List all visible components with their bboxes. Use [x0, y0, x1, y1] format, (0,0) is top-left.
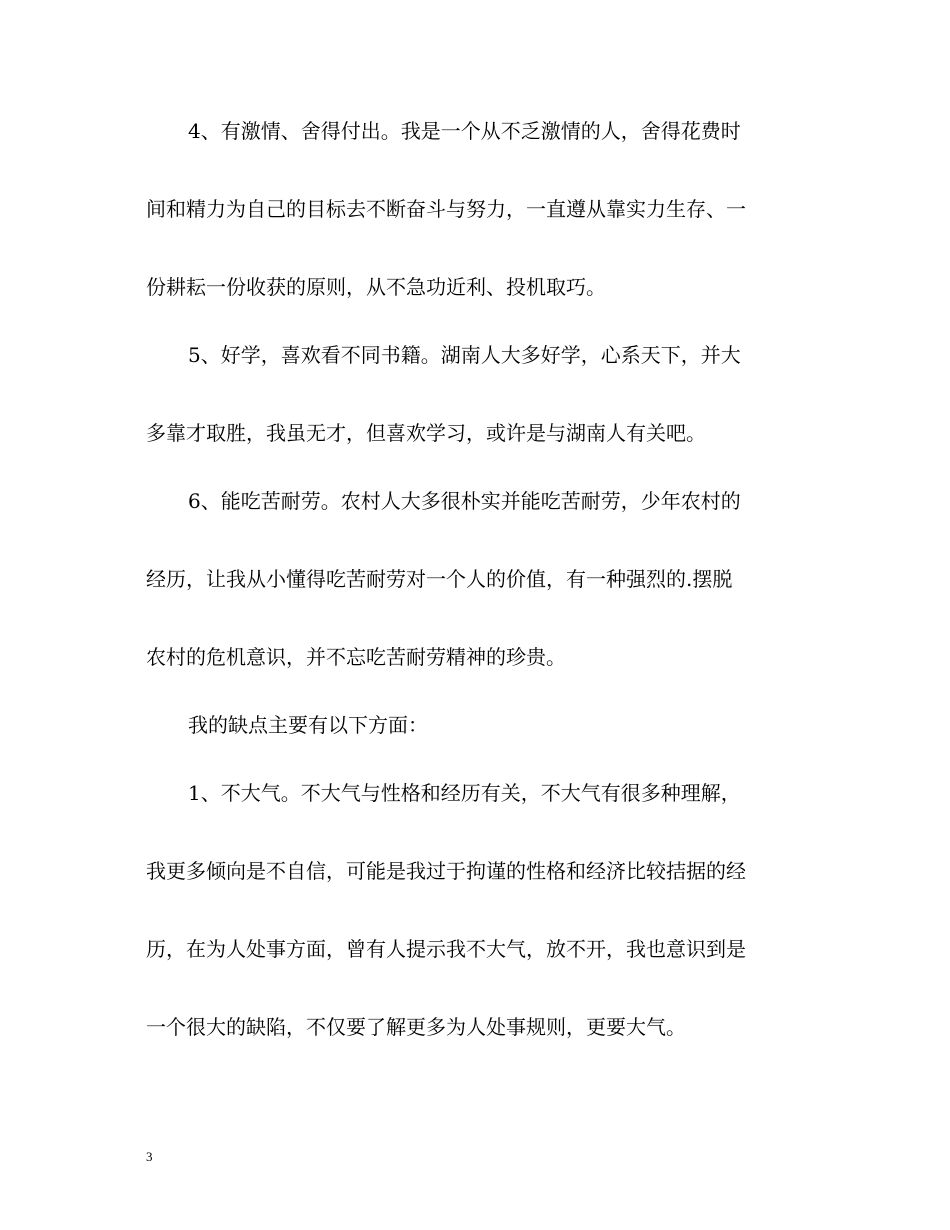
paragraph-line: 多靠才取胜，我虽无才，但喜欢学习，或许是与湖南人有关吧。	[146, 421, 706, 445]
paragraph-line: 5、好学，喜欢看不同书籍。湖南人大多好学，心系天下，并大	[188, 343, 741, 367]
paragraph-line: 历，在为人处事方面，曾有人提示我不大气，放不开，我也意识到是	[146, 937, 746, 961]
page-number: 3	[146, 1149, 153, 1164]
paragraph-line: 我更多倾向是不自信，可能是我过于拘谨的性格和经济比较拮据的经	[146, 859, 746, 883]
section-heading-line: 我的缺点主要有以下方面：	[188, 713, 428, 737]
paragraph-line: 1、不大气。不大气与性格和经历有关，不大气有很多种理解，	[188, 781, 741, 805]
paragraph-line: 4、有激情、舍得付出。我是一个从不乏激情的人，舍得花费时	[188, 119, 741, 143]
document-body	[146, 118, 806, 1040]
paragraph-line: 间和精力为自己的目标去不断奋斗与努力，一直遵从靠实力生存、一	[146, 197, 746, 221]
paragraph-line: 经历，让我从小懂得吃苦耐劳对一个人的价值，有一种强烈的.摆脱	[146, 567, 733, 591]
paragraph-line: 6、能吃苦耐劳。农村人大多很朴实并能吃苦耐劳，少年农村的	[188, 489, 741, 513]
paragraph-line: 一个很大的缺陷，不仅要了解更多为人处事规则，更要大气。	[146, 1015, 686, 1039]
paragraph-line: 农村的危机意识，并不忘吃苦耐劳精神的珍贵。	[146, 645, 566, 669]
paragraph-line: 份耕耘一份收获的原则，从不急功近利、投机取巧。	[146, 275, 606, 299]
